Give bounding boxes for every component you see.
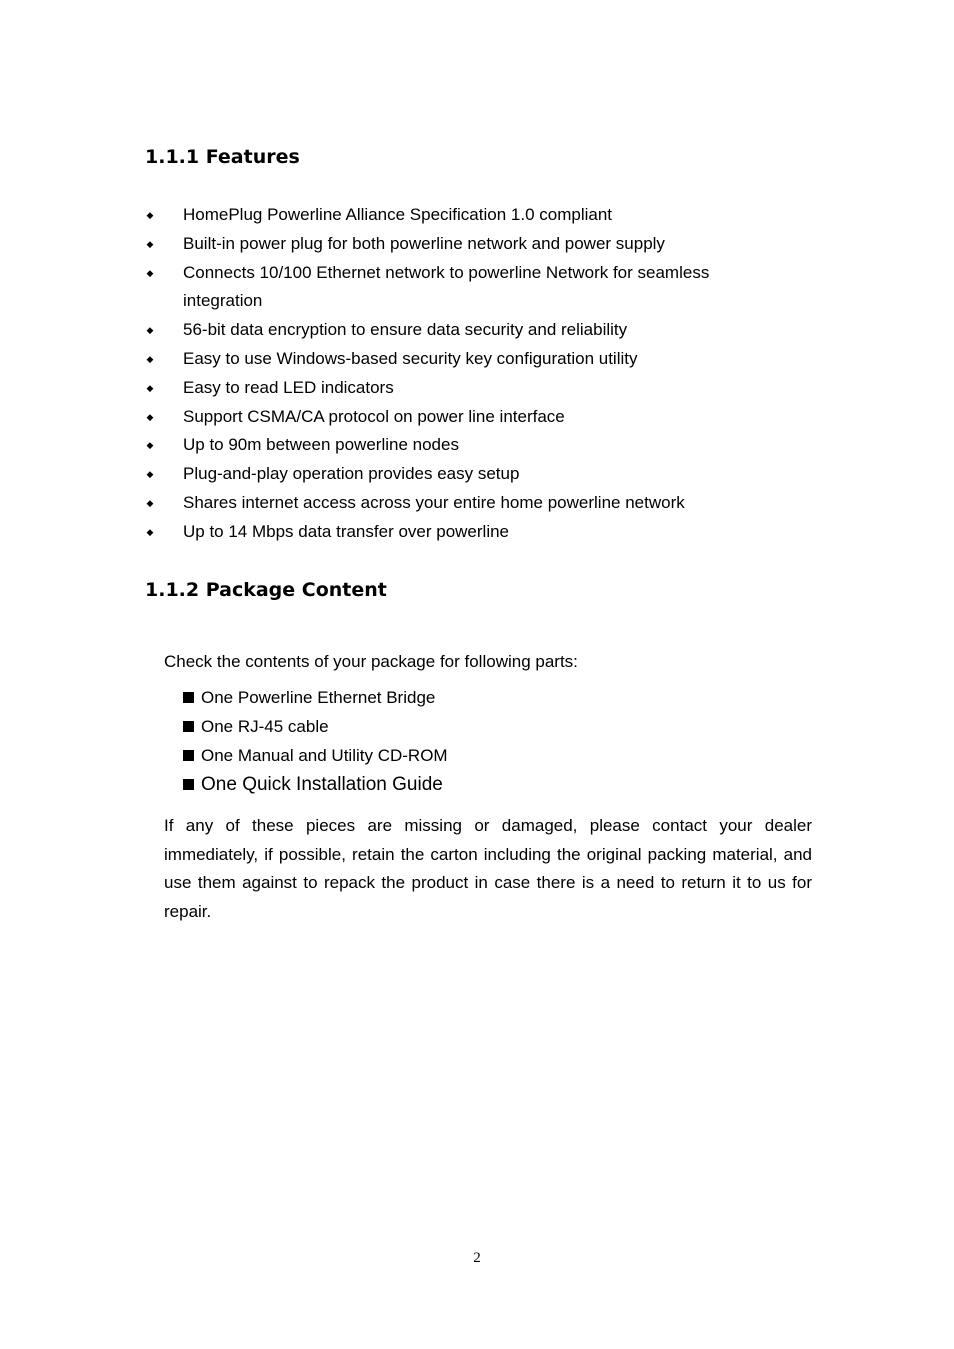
- feature-text: 56-bit data encryption to ensure data security and reliability: [183, 320, 628, 340]
- square-bullet-icon: [183, 721, 194, 732]
- feature-text: Easy to use Windows-based security key configuration utility: [183, 348, 638, 368]
- feature-item: [145, 403, 785, 432]
- package-item-text: One Quick Installation Guide: [201, 774, 443, 795]
- feature-item: [145, 345, 785, 374]
- diamond-bullet-icon: ◆: [146, 382, 154, 393]
- diamond-bullet-icon: ◆: [146, 440, 154, 451]
- diamond-bullet-icon: ◆: [146, 238, 154, 249]
- package-item-text: One RJ-45 cable: [201, 717, 329, 736]
- square-bullet-icon: [183, 750, 194, 761]
- diamond-bullet-icon: ◆: [146, 353, 154, 364]
- feature-text: HomePlug Powerline Alliance Specification 1.0 compliant: [183, 205, 613, 224]
- missing-parts-note: If any of these pieces are missing or damaged, please contact your dealer immediately, if possible, retain the carton including the original packing material, and use them against to repack the product in case there is a need to return it to us for repair.: [164, 816, 812, 922]
- package-item-text: One Powerline Ethernet Bridge: [201, 688, 436, 707]
- feature-item: [145, 230, 785, 259]
- feature-item: [145, 316, 785, 345]
- feature-text: Built-in power plug for both powerline network and power supply: [183, 233, 665, 253]
- feature-item: [145, 431, 785, 460]
- package-content-heading: 1.1.2 Package Content: [145, 579, 387, 601]
- features-heading: 1.1.1 Features: [145, 146, 300, 168]
- feature-item: [145, 201, 785, 230]
- diamond-bullet-icon: ◆: [146, 526, 154, 537]
- package-item-text: One Manual and Utility CD-ROM: [201, 746, 448, 765]
- feature-item: [145, 374, 785, 403]
- feature-text: Easy to read LED indicators: [183, 377, 394, 397]
- diamond-bullet-icon: ◆: [146, 411, 154, 422]
- package-content-list: [183, 683, 448, 799]
- feature-text: Shares internet access across your entire home powerline network: [183, 492, 685, 512]
- feature-text: Connects 10/100 Ethernet network to powerline Network for seamless integration: [183, 262, 710, 311]
- diamond-bullet-icon: ◆: [146, 267, 154, 278]
- page-number: 2: [473, 1250, 481, 1266]
- feature-text: Plug-and-play operation provides easy setup: [183, 464, 520, 484]
- feature-text: Support CSMA/CA protocol on power line interface: [183, 406, 565, 426]
- feature-item: [145, 259, 785, 317]
- package-intro-text: Check the contents of your package for following parts:: [164, 652, 578, 671]
- feature-item: [145, 518, 785, 547]
- package-item: [183, 712, 448, 741]
- package-item: [183, 741, 448, 770]
- feature-text: Up to 90m between powerline nodes: [183, 435, 459, 455]
- package-item: [183, 683, 448, 712]
- diamond-bullet-icon: ◆: [146, 210, 154, 220]
- diamond-bullet-icon: ◆: [146, 325, 154, 336]
- diamond-bullet-icon: ◆: [146, 497, 154, 508]
- square-bullet-icon: [183, 692, 194, 703]
- feature-item: [145, 489, 785, 518]
- package-item: [183, 770, 448, 799]
- square-bullet-icon: [183, 779, 194, 790]
- features-list: [145, 201, 785, 547]
- feature-text: Up to 14 Mbps data transfer over powerline: [183, 521, 510, 541]
- diamond-bullet-icon: ◆: [146, 469, 154, 480]
- feature-item: [145, 460, 785, 489]
